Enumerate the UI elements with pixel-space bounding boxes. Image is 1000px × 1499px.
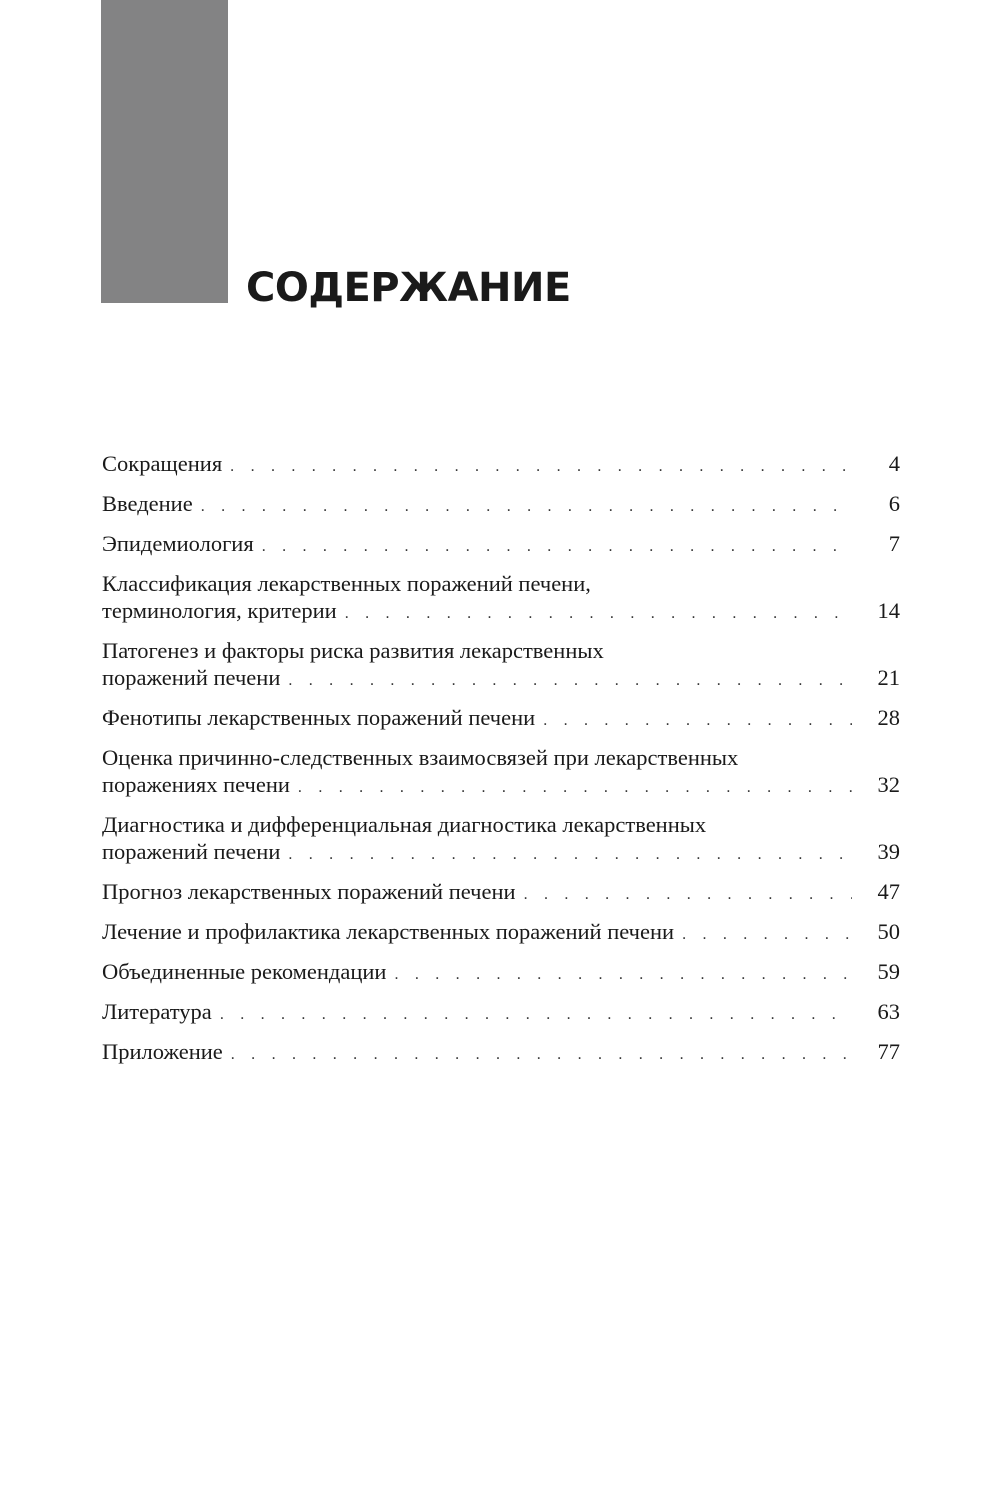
dot-leader [543,707,852,734]
toc-entry-title: поражениях печени [102,772,290,797]
toc-entry[interactable] [102,811,900,868]
toc-entry-title: поражений печени [102,839,281,864]
toc-entry-title: Введение [102,491,193,516]
toc-entry[interactable] [102,744,900,801]
toc-page-number: 14 [877,598,900,623]
toc-page-number: 6 [888,491,900,516]
toc-page-number: 63 [877,999,900,1024]
toc-entry-title: терминология, критерии [102,598,337,623]
toc-entry[interactable] [102,450,900,480]
toc-entry-title: Сокращения [102,451,223,476]
toc-entry-title: Эпидемиология [102,531,254,556]
toc-entry[interactable] [102,958,900,988]
dot-leader [231,1041,852,1068]
toc-entry-title: поражений печени [102,665,281,690]
toc-entry[interactable] [102,704,900,734]
toc-entry-title-line: Патогенез и факторы риска развития лекарственных [102,638,604,663]
toc-entry-title: Литература [102,999,212,1024]
toc-entry[interactable] [102,998,900,1028]
toc-entry-title: Фенотипы лекарственных поражений печени [102,705,536,730]
toc-entry-title-line: Классификация лекарственных поражений печени, [102,571,591,596]
dot-leader [288,667,852,694]
dot-leader [345,600,852,627]
toc-entry-title: Объединенные рекомендации [102,959,387,984]
toc-entry[interactable] [102,490,900,520]
toc-entry[interactable] [102,918,900,948]
toc-page-number: 4 [888,451,900,476]
toc-entry[interactable] [102,1038,900,1068]
toc-page-number: 21 [877,665,900,690]
toc-entry-title-line: Диагностика и дифференциальная диагностика лекарственных [102,812,707,837]
toc-entry[interactable] [102,637,900,694]
toc-page-number: 77 [877,1039,900,1064]
toc-entry-title: Прогноз лекарственных поражений печени [102,879,516,904]
dot-leader [230,453,852,480]
toc-page-number: 47 [877,879,900,904]
toc-page-number: 7 [888,531,900,556]
page-title: СОДЕРЖАНИЕ [246,265,571,311]
chapter-marker-block [101,0,228,303]
dot-leader [201,493,852,520]
dot-leader [220,1001,852,1028]
toc-entry-title-line: Оценка причинно-следственных взаимосвязей при лекарственных [102,745,739,770]
dot-leader [298,774,852,801]
toc-page-number: 39 [877,839,900,864]
toc-page-number: 59 [877,959,900,984]
table-of-contents [102,450,900,1078]
toc-entry-title: Приложение [102,1039,223,1064]
dot-leader [682,921,852,948]
toc-entry-title: Лечение и профилактика лекарственных поражений печени [102,919,675,944]
toc-page-number: 50 [877,919,900,944]
dot-leader [288,841,852,868]
toc-page-number: 28 [877,705,900,730]
toc-entry[interactable] [102,570,900,627]
dot-leader [524,881,852,908]
dot-leader [394,961,852,988]
toc-page-number: 32 [877,772,900,797]
toc-entry[interactable] [102,878,900,908]
toc-entry[interactable] [102,530,900,560]
dot-leader [262,533,852,560]
